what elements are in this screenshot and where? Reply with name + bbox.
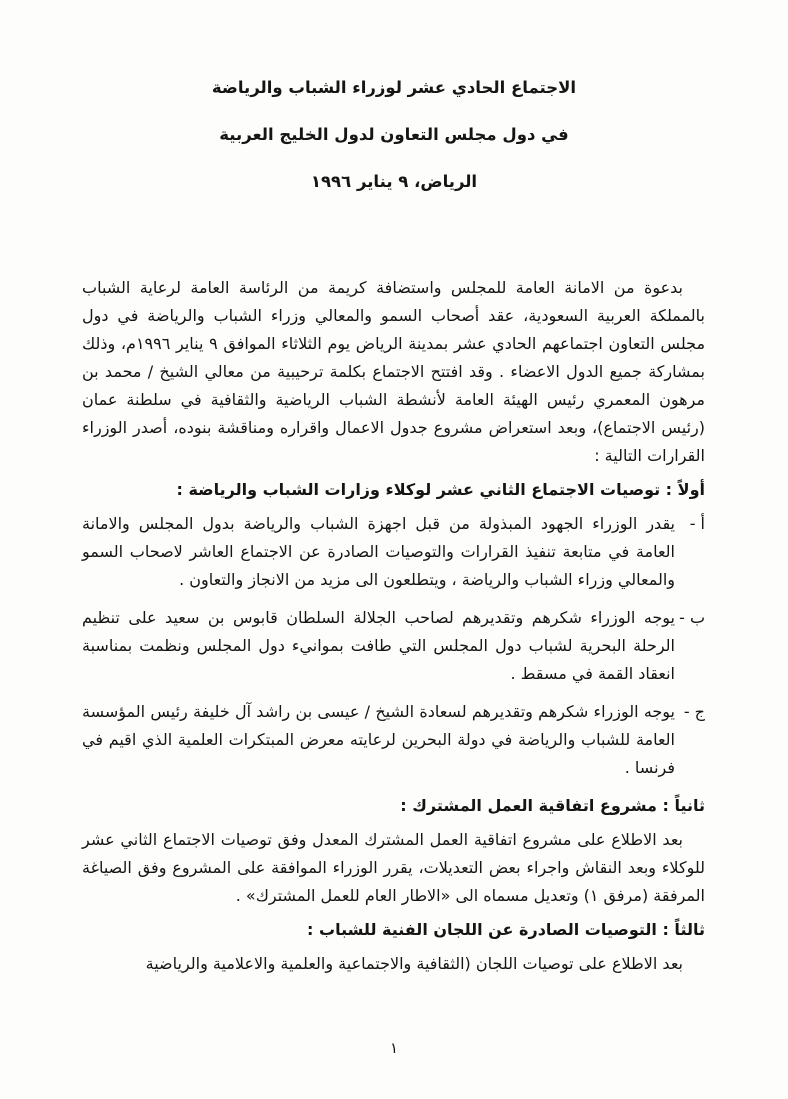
document-header (0, 0, 788, 194)
item-marker-a: أ - (689, 514, 705, 533)
document-body (82, 274, 705, 978)
document-subtitle: في دول مجلس التعاون لدول الخليج العربية (219, 125, 569, 144)
resolution-item-b (82, 604, 705, 688)
item-text-a: يقدر الوزراء الجهود المبذولة من قبل اجهزة الشباب والرياضة بدول المجلس والامانة العامة في متابعة تنفيذ القرارات والتوصيات الصادرة عن الاجتماع العاشر لاصحاب السمو والمعالي وزراء الشباب والرياضة ، ويتطلعون الى مزيد من الانجاز والتعاون . (82, 514, 675, 589)
item-marker-c: ج - (683, 702, 705, 721)
document-title: الاجتماع الحادي عشر لوزراء الشباب والرياضة (211, 78, 577, 97)
section-body-second: بعد الاطلاع على مشروع اتفاقية العمل المشترك المعدل وفق توصيات الاجتماع الثاني عشر للوكلاء وبعد النقاش واجراء بعض التعديلات، يقرر الوزراء الموافقة على المشروع وفق الصياغة المرفقة (مرفق ١) وتعديل مسماه الى «الاطار العام للعمل المشترك» . (82, 830, 705, 905)
item-text-c: يوجه الوزراء شكرهم وتقديرهم لسعادة الشيخ / عيسى بن راشد آل خليفة رئيس المؤسسة العامة للشباب والرياضة في دولة البحرين لرعايته معرض المبتكرات العلمية الذي اقيم في فرنسا . (82, 702, 675, 777)
resolution-item-c (82, 698, 705, 782)
intro-paragraph: بدعوة من الامانة العامة للمجلس واستضافة كريمة من الرئاسة العامة لرعاية الشباب بالمملكة العربية السعودية، عقد أصحاب السمو والمعالي وزراء الشباب والرياضة في دول مجلس التعاون اجتماعهم الحادي عشر بمدينة الرياض يوم الثلاثاء الموافق ٩ يناير ١٩٩٦م، وذلك بمشاركة جميع الدول الاعضاء . وقد افتتح الاجتماع بكلمة ترحيبية من معالي الشيخ / محمد بن مرهون المعمري رئيس الهيئة العامة لأنشطة الشباب الرياضية والثقافية في سلطنة عمان (رئيس الاجتماع)، وبعد استعراض مشروع جدول الاعمال واقراره ومناقشة بنوده، أصدر الوزراء القرارات التالية : (82, 278, 706, 465)
item-marker-b: ب - (679, 608, 705, 627)
section-body-third: بعد الاطلاع على توصيات اللجان (الثقافية والاجتماعية والعلمية والاعلامية والرياضية (145, 954, 683, 973)
resolution-item-a (82, 510, 705, 594)
section-heading-first: أولاً : توصيات الاجتماع الثاني عشر لوكلاء وزارات الشباب والرياضة : (176, 480, 705, 499)
page-number: ١ (389, 1039, 399, 1057)
section-heading-third: ثالثاً : التوصيات الصادرة عن اللجان الفنية للشباب : (307, 920, 705, 939)
document-date-line: الرياض، ٩ يناير ١٩٩٦ (310, 172, 478, 191)
item-text-b: يوجه الوزراء شكرهم وتقديرهم لصاحب الجلالة السلطان قابوس بن سعيد على تنظيم الرحلة البحرية لشباب دول المجلس التي طافت بموانيء دول المجلس ونظمت بمناسبة انعقاد القمة في مسقط . (82, 608, 675, 683)
section-heading-second: ثانياً : مشروع اتفاقية العمل المشترك : (400, 796, 705, 815)
